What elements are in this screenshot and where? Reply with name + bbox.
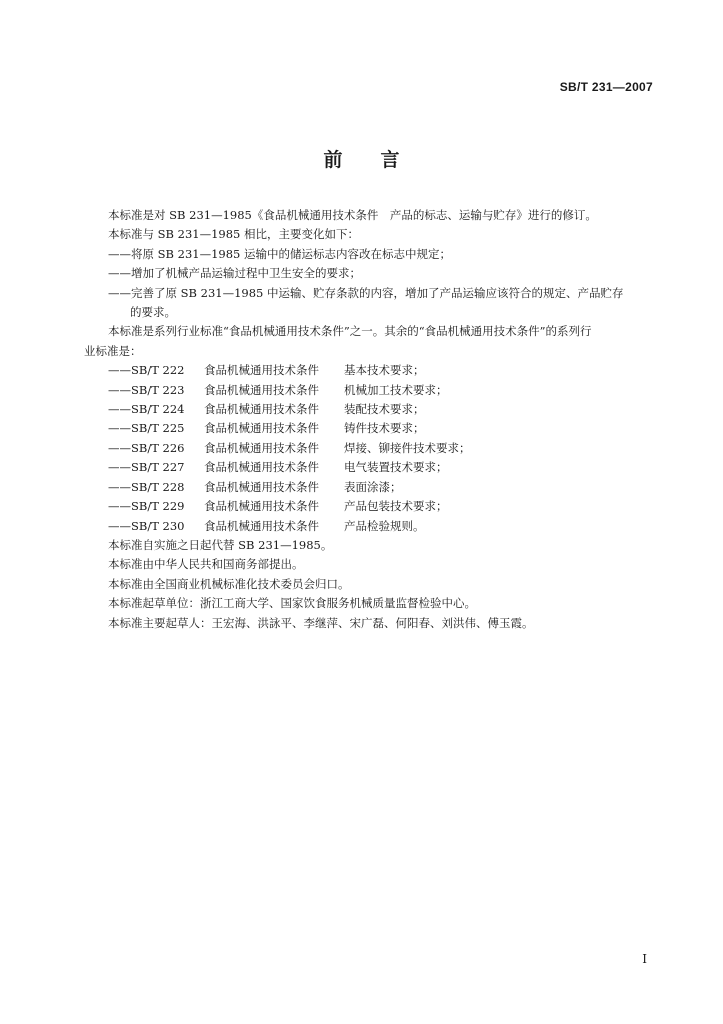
series-code: ——SB/T 226 [108, 440, 185, 455]
series-item [84, 439, 674, 458]
foreword-body [84, 206, 674, 633]
series-code: ——SB/T 224 [108, 402, 185, 417]
series-code: ——SB/T 230 [108, 518, 185, 533]
series-name: 食品机械通用技术条件 [204, 402, 319, 417]
series-part: 基本技术要求； [344, 363, 425, 378]
series-name: 食品机械通用技术条件 [204, 499, 319, 514]
paragraph-drafting-units: 本标准起草单位：浙江工商大学、国家饮食服务机械质量监督检验中心。 [108, 596, 476, 611]
series-name: 食品机械通用技术条件 [204, 363, 319, 378]
series-item [84, 361, 674, 380]
change-item-3: ——完善了原 SB 231—1985 中运输、贮存条款的内容，增加了产品运输应该符合的规定、产品贮存 [108, 285, 624, 300]
series-code: ——SB/T 227 [108, 460, 185, 475]
change-item-2: ——增加了机械产品运输过程中卫生安全的要求； [108, 266, 361, 281]
series-name: 食品机械通用技术条件 [204, 460, 319, 475]
series-code: ——SB/T 223 [108, 382, 185, 397]
series-item [84, 497, 674, 516]
paragraph-series: 本标准是系列行业标准“食品机械通用技术条件”之一。其余的“食品机械通用技术条件”的系列行 [108, 324, 592, 339]
page-number: I [642, 952, 647, 966]
series-part: 表面涂漆； [344, 479, 402, 494]
paragraph-changes-intro: 本标准与 SB 231—1985 相比，主要变化如下： [108, 227, 360, 242]
paragraph-proposed-by: 本标准由中华人民共和国商务部提出。 [108, 557, 304, 572]
change-item-3-continued: 的要求。 [130, 305, 176, 320]
series-name: 食品机械通用技术条件 [204, 479, 319, 494]
series-name: 食品机械通用技术条件 [204, 440, 319, 455]
series-part: 产品包装技术要求； [344, 499, 448, 514]
paragraph-replaces: 本标准自实施之日起代替 SB 231—1985。 [108, 537, 333, 552]
paragraph-series-continued: 业标准是： [84, 343, 142, 358]
series-part: 电气装置技术要求； [344, 460, 448, 475]
series-code: ——SB/T 225 [108, 421, 185, 436]
series-code: ——SB/T 229 [108, 499, 185, 514]
paragraph-drafters: 本标准主要起草人：王宏海、洪詠平、李继萍、宋广磊、何阳春、刘洪伟、傅玉霞。 [108, 615, 534, 630]
series-part: 铸件技术要求； [344, 421, 425, 436]
series-part: 装配技术要求； [344, 402, 425, 417]
series-name: 食品机械通用技术条件 [204, 382, 319, 397]
series-name: 食品机械通用技术条件 [204, 518, 319, 533]
series-name: 食品机械通用技术条件 [204, 421, 319, 436]
series-item [84, 517, 674, 536]
page-title: 前言 [323, 149, 438, 171]
series-item [84, 419, 674, 438]
series-code: ——SB/T 228 [108, 479, 185, 494]
series-list [84, 361, 674, 536]
series-item [84, 478, 674, 497]
series-item [84, 458, 674, 477]
series-item [84, 381, 674, 400]
series-part: 产品检验规则。 [344, 518, 425, 533]
series-part: 焊接、铆接件技术要求； [344, 440, 471, 455]
standard-code: SB/T 231—2007 [559, 80, 653, 94]
paragraph-revision: 本标准是对 SB 231—1985《食品机械通用技术条件 产品的标志、运输与贮存》进行的修订。 [108, 208, 597, 222]
series-item [84, 400, 674, 419]
series-part: 机械加工技术要求； [344, 382, 448, 397]
paragraph-technical-committee: 本标准由全国商业机械标准化技术委员会归口。 [108, 576, 350, 591]
change-item-1: ——将原 SB 231—1985 运输中的储运标志内容改在标志中规定； [108, 246, 452, 261]
series-code: ——SB/T 222 [108, 363, 185, 378]
